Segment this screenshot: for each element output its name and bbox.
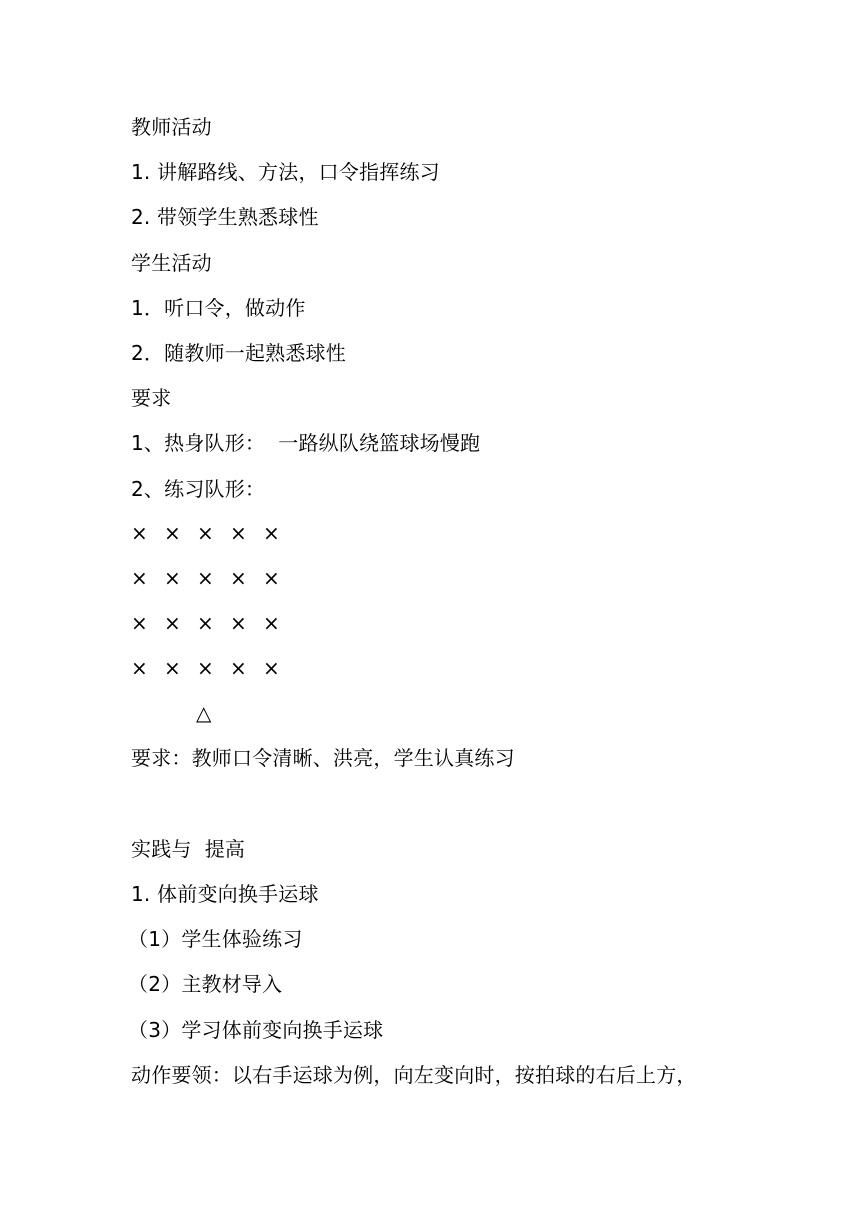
- practice-item-1: 1. 体前变向换手运球: [131, 882, 319, 906]
- student-activity-heading: 学生活动: [131, 251, 212, 275]
- practice-formation-label: 2、练习队形：: [131, 477, 266, 501]
- teacher-position-mark: △: [196, 701, 212, 725]
- formation-row: [131, 655, 291, 681]
- student-position-mark: ×: [263, 656, 280, 680]
- student-position-mark: ×: [131, 521, 148, 545]
- warmup-formation: 1、热身队形： 一路纵队绕篮球场慢跑: [131, 431, 481, 455]
- practice-sub-item-1: （1）学生体验练习: [128, 927, 303, 951]
- requirements-heading: 要求: [131, 386, 172, 410]
- formation-row: [131, 610, 291, 636]
- student-item-1: 1．听口令，做动作: [131, 296, 306, 320]
- formation-row: [131, 520, 291, 546]
- student-position-mark: ×: [263, 521, 280, 545]
- student-position-mark: ×: [164, 566, 181, 590]
- practice-section-heading: 实践与 提高: [131, 837, 246, 861]
- student-item-2: 2．随教师一起熟悉球性: [131, 341, 346, 365]
- student-position-mark: ×: [263, 611, 280, 635]
- student-position-mark: ×: [131, 566, 148, 590]
- action-essentials: 动作要领：以右手运球为例，向左变向时，按拍球的右后上方，: [131, 1063, 697, 1087]
- formation-row: [131, 565, 291, 591]
- requirements-note: 要求：教师口令清晰、洪亮，学生认真练习: [131, 746, 515, 770]
- student-position-mark: ×: [263, 566, 280, 590]
- practice-sub-item-2: （2）主教材导入: [128, 972, 283, 996]
- student-position-mark: ×: [164, 611, 181, 635]
- student-position-mark: ×: [230, 611, 247, 635]
- student-position-mark: ×: [197, 611, 214, 635]
- teacher-activity-heading: 教师活动: [131, 115, 212, 139]
- student-position-mark: ×: [230, 656, 247, 680]
- practice-sub-item-3: （3）学习体前变向换手运球: [128, 1018, 384, 1042]
- teacher-item-2: 2. 带领学生熟悉球性: [131, 205, 319, 229]
- student-position-mark: ×: [230, 566, 247, 590]
- student-position-mark: ×: [164, 521, 181, 545]
- student-position-mark: ×: [197, 656, 214, 680]
- student-position-mark: ×: [230, 521, 247, 545]
- student-position-mark: ×: [131, 611, 148, 635]
- student-position-mark: ×: [131, 656, 148, 680]
- teacher-item-1: 1. 讲解路线、方法，口令指挥练习: [131, 160, 440, 184]
- student-position-mark: ×: [197, 566, 214, 590]
- student-position-mark: ×: [197, 521, 214, 545]
- student-position-mark: ×: [164, 656, 181, 680]
